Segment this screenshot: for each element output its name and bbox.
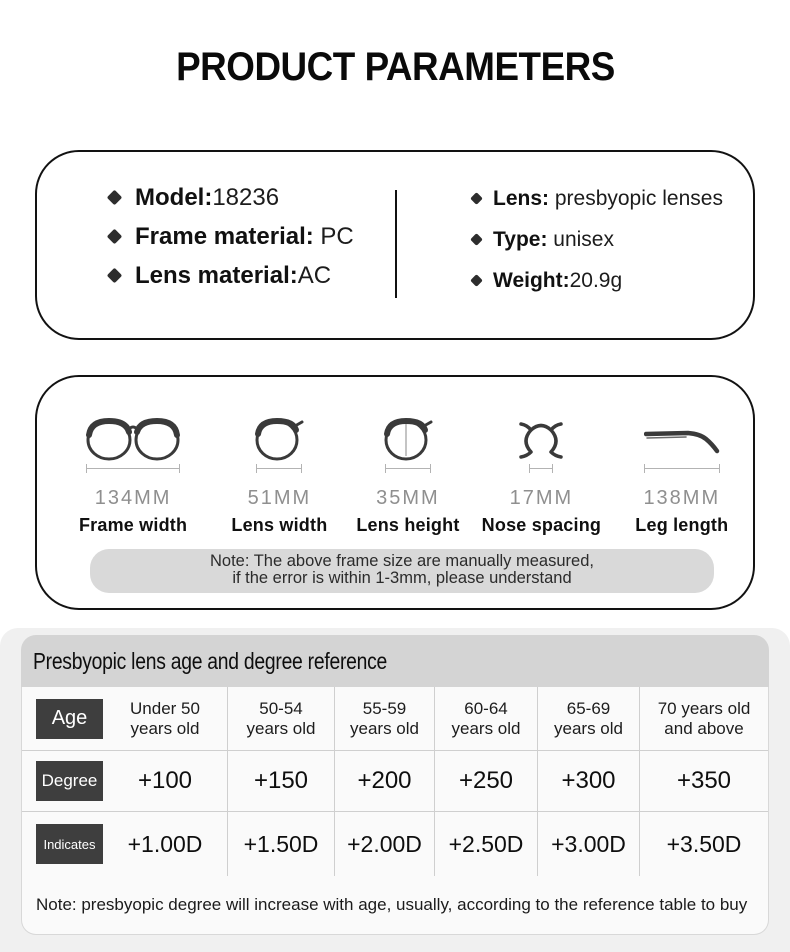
page-title-text: PRODUCT PARAMETERS — [175, 45, 615, 89]
spec-value: PC — [313, 222, 354, 250]
degree-cell: +300 — [537, 751, 639, 811]
measurement-label: Leg length — [635, 515, 729, 535]
spec-label: Weight: — [493, 268, 570, 292]
spec-value: AC — [297, 261, 332, 289]
reference-note: Note: presbyopic degree will increase with age, usually, according to the reference table to buy — [36, 895, 748, 914]
spec-value: unisex — [547, 227, 614, 251]
measurement-lens-height — [344, 413, 473, 536]
spec-value: 18236 — [212, 183, 280, 211]
diamond-bullet-icon — [107, 229, 123, 245]
table-row-degree — [22, 751, 768, 812]
measure-line — [644, 464, 720, 473]
diamond-bullet-icon — [107, 268, 123, 284]
spec-value: 20.9g — [569, 268, 623, 292]
reference-section — [0, 628, 790, 952]
measurement-label: Lens height — [356, 515, 460, 535]
spec-column-right — [390, 178, 753, 338]
size-note-line1: Note: The above frame size are manually measured, — [210, 552, 594, 570]
measurement-value: 138MM — [643, 487, 721, 509]
reference-table — [21, 687, 769, 935]
spec-label: Lens material: — [135, 261, 298, 289]
reference-header — [21, 635, 769, 687]
measurement-value: 17MM — [509, 487, 574, 509]
spec-label: Lens: — [493, 186, 550, 210]
spec-value: presbyopic lenses — [549, 186, 723, 210]
measure-line — [86, 464, 180, 473]
age-cell: 60-64 years old — [434, 687, 537, 750]
age-cell: 50-54 years old — [227, 687, 334, 750]
degree-cell: +200 — [334, 751, 434, 811]
page-title — [0, 42, 790, 92]
indicates-cell: +2.00D — [334, 812, 434, 876]
spec-label: Type: — [493, 227, 548, 251]
size-row — [51, 413, 753, 536]
indicates-first-cell — [22, 812, 227, 876]
age-cell: Under 50 years old — [130, 698, 200, 738]
indicates-cell: +2.50D — [434, 812, 537, 876]
spec-item-lens-material — [109, 256, 390, 295]
measure-line — [256, 464, 302, 473]
measurement-value: 134MM — [94, 487, 172, 509]
diamond-bullet-icon — [107, 190, 123, 206]
spec-divider — [395, 190, 397, 298]
diamond-bullet-icon — [470, 274, 483, 287]
spec-item-lens — [472, 178, 753, 219]
degree-cell: +100 — [137, 767, 193, 794]
diamond-bullet-icon — [470, 192, 483, 205]
spec-column-left — [37, 178, 390, 338]
indicates-cell: +1.00D — [127, 830, 203, 857]
reference-title: Presbyopic lens age and degree reference — [33, 647, 388, 674]
single-lens-icon — [253, 413, 305, 461]
size-box — [35, 375, 755, 610]
spec-item-weight — [472, 260, 753, 301]
measurement-frame-width — [51, 413, 215, 536]
indicates-cell: +3.50D — [639, 812, 768, 876]
size-note-pill — [90, 549, 714, 593]
measurement-label: Lens width — [231, 515, 328, 535]
age-cell: 70 years old and above — [639, 687, 768, 750]
diamond-bullet-icon — [470, 233, 483, 246]
measurement-lens-width — [215, 413, 344, 536]
spec-item-type — [472, 219, 753, 260]
spec-label: Frame material: — [135, 222, 314, 250]
measurement-label: Frame width — [78, 515, 188, 535]
measure-line — [385, 464, 431, 473]
degree-cell: +350 — [639, 751, 768, 811]
lens-height-icon — [382, 413, 434, 461]
size-note-line2: if the error is within 1-3mm, please understand — [232, 569, 572, 587]
degree-row-header: Degree — [36, 761, 103, 801]
spec-item-model — [109, 178, 390, 217]
indicates-cell: +1.50D — [227, 812, 334, 876]
temple-arm-icon — [644, 413, 720, 461]
age-first-cell — [22, 687, 227, 750]
table-row-age — [22, 687, 768, 751]
degree-cell: +150 — [227, 751, 334, 811]
measurement-value: 51MM — [247, 487, 312, 509]
age-cell: 55-59 years old — [334, 687, 434, 750]
spec-item-frame-material — [109, 217, 390, 256]
nose-bridge-icon — [512, 413, 570, 461]
measurement-nose-spacing — [472, 413, 610, 536]
indicates-row-header: Indicates — [36, 824, 103, 864]
table-row-indicates — [22, 812, 768, 876]
spec-box — [35, 150, 755, 340]
measurement-value: 35MM — [376, 487, 440, 509]
measurement-label: Nose spacing — [481, 515, 602, 535]
degree-first-cell — [22, 751, 227, 811]
measure-line — [529, 464, 553, 473]
indicates-cell: +3.00D — [537, 812, 639, 876]
degree-cell: +250 — [434, 751, 537, 811]
age-row-header: Age — [36, 699, 103, 739]
measurement-leg-length — [611, 413, 753, 536]
spec-label: Model: — [135, 183, 213, 211]
glasses-front-icon — [85, 413, 181, 461]
age-cell: 65-69 years old — [537, 687, 639, 750]
